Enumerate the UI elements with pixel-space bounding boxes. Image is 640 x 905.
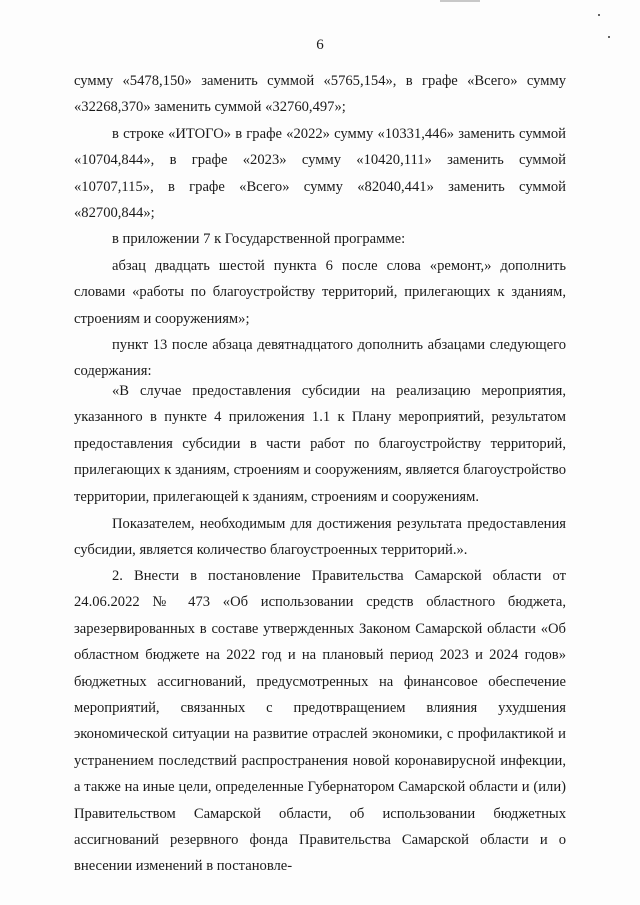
paragraph-section-2: 2. Внести в постановление Правительства Самарской области от 24.06.2022 № 473 «Об использовании средств областного бюджета, зарезервированных в составе утвержденных Законом Самарской области «Об областном бюджете на 2022 год и на плановый период 2023 и 2024 годов» бюджетных ассигнований, предусмотренных на финансовое обеспечение мероприятий, связанных с предотвращением влияния ухудшения экономической ситуации на развитие отраслей экономики, с профилактикой и устранением последствий распространения новой коронавирусной инфекции, а также на иные цели, определенные Губернатором Самарской области и (или) Правительством Самарской области, об использовании бюджетных ассигнований резервного фонда Правительства Самарской области и о внесении изменений в постановле-	[74, 568, 566, 875]
page-number: 6	[316, 37, 324, 53]
paragraph-subsidy-quote: «В случае предоставления субсидии на реализацию мероприятия, указанного в пункте 4 приложения 1.1 к Плану мероприятий, результатом предоставления субсидии в части работ по благоустройству территорий, прилегающих к зданиям, строениям и сооружениям, является благоустройство территории, прилегающей к зданиям, строениям и сооружениям.	[74, 383, 566, 505]
scan-mark	[440, 0, 480, 2]
paragraph-total-row: в строке «ИТОГО» в графе «2022» сумму «10331,446» заменить суммой «10704,844», в графе «2023» сумму «10420,111» заменить суммой «10707,115», в графе «Всего» сумму «82040,441» заменить суммой «82700,844»;	[74, 126, 566, 222]
paragraph-appendix-7: в приложении 7 к Государственной программе:	[112, 231, 406, 247]
paragraph-item-6: абзац двадцать шестой пункта 6 после слова «ремонт,» дополнить словами «работы по благоустройству территорий, прилегающих к зданиям, строениям и сооружениям»;	[74, 258, 566, 327]
paragraph-sum-replacement: сумму «5478,150» заменить суммой «5765,154», в графе «Всего» сумму «32268,370» заменить суммой «32760,497»;	[74, 73, 566, 116]
paragraph-indicator: Показателем, необходимым для достижения результата предоставления субсидии, является количество благоустроенных территорий.».	[74, 516, 566, 559]
scan-speck	[598, 14, 600, 16]
paragraph-item-13: пункт 13 после абзаца девятнадцатого дополнить абзацами следующего содержания:	[74, 337, 566, 380]
